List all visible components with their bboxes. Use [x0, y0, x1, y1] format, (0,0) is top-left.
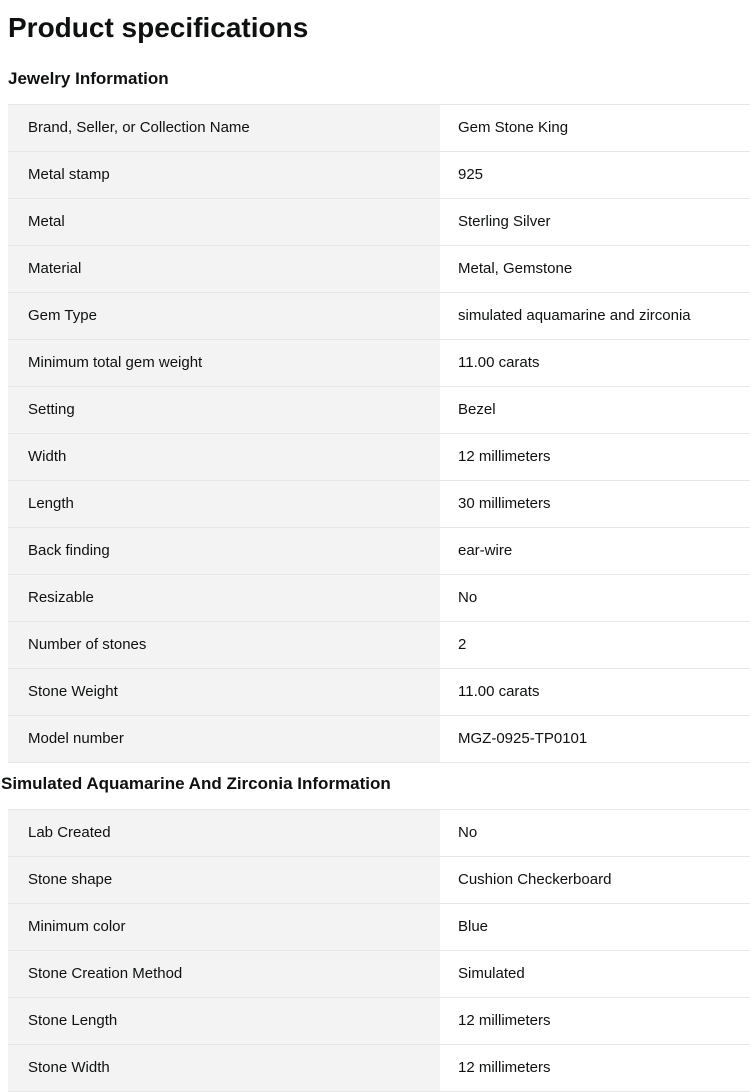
- spec-table: [8, 104, 750, 763]
- spec-value: 30 millimeters: [440, 481, 750, 528]
- spec-value: simulated aquamarine and zirconia: [440, 293, 750, 340]
- spec-table-row: [8, 152, 750, 199]
- spec-value: 11.00 carats: [440, 340, 750, 387]
- spec-label: Stone Weight: [8, 669, 440, 716]
- spec-label: Stone shape: [8, 857, 440, 904]
- spec-label: Material: [8, 246, 440, 293]
- spec-value: MGZ-0925-TP0101: [440, 716, 750, 763]
- spec-table-row: [8, 293, 750, 340]
- spec-table-row: [8, 622, 750, 669]
- spec-label: Back finding: [8, 528, 440, 575]
- page-title: Product specifications: [8, 12, 309, 43]
- spec-label: Width: [8, 434, 440, 481]
- spec-value: ear-wire: [440, 528, 750, 575]
- spec-sections: [0, 68, 750, 1092]
- spec-value: 2: [440, 622, 750, 669]
- spec-label: Gem Type: [8, 293, 440, 340]
- spec-label: Resizable: [8, 575, 440, 622]
- spec-label: Minimum color: [8, 904, 440, 951]
- spec-label: Model number: [8, 716, 440, 763]
- spec-value: Metal, Gemstone: [440, 246, 750, 293]
- spec-table-row: [8, 575, 750, 622]
- spec-label: Stone Creation Method: [8, 951, 440, 998]
- spec-table-row: [8, 904, 750, 951]
- spec-table: [8, 809, 750, 1092]
- spec-table-row: [8, 434, 750, 481]
- spec-label: Brand, Seller, or Collection Name: [8, 105, 440, 152]
- spec-value: Gem Stone King: [440, 105, 750, 152]
- spec-value: 11.00 carats: [440, 669, 750, 716]
- spec-value: 12 millimeters: [440, 434, 750, 481]
- spec-label: Metal: [8, 199, 440, 246]
- spec-table-row: [8, 857, 750, 904]
- spec-value: Sterling Silver: [440, 199, 750, 246]
- spec-label: Metal stamp: [8, 152, 440, 199]
- spec-value: Simulated: [440, 951, 750, 998]
- spec-label: Setting: [8, 387, 440, 434]
- spec-table-row: [8, 105, 750, 152]
- spec-table-row: [8, 1045, 750, 1092]
- spec-value: 925: [440, 152, 750, 199]
- section-heading: Simulated Aquamarine And Zirconia Information: [1, 774, 391, 793]
- spec-label: Length: [8, 481, 440, 528]
- spec-value: Cushion Checkerboard: [440, 857, 750, 904]
- spec-label: Lab Created: [8, 810, 440, 857]
- spec-label: Stone Length: [8, 998, 440, 1045]
- spec-section: [0, 773, 750, 1092]
- spec-table-row: [8, 951, 750, 998]
- spec-value: No: [440, 575, 750, 622]
- spec-table-row: [8, 340, 750, 387]
- spec-table-row: [8, 199, 750, 246]
- spec-table-row: [8, 481, 750, 528]
- spec-value: 12 millimeters: [440, 998, 750, 1045]
- spec-table-row: [8, 810, 750, 857]
- spec-value: 12 millimeters: [440, 1045, 750, 1092]
- spec-label: Minimum total gem weight: [8, 340, 440, 387]
- spec-table-row: [8, 387, 750, 434]
- spec-table-row: [8, 246, 750, 293]
- spec-value: Bezel: [440, 387, 750, 434]
- spec-table-row: [8, 998, 750, 1045]
- spec-section: [0, 68, 750, 763]
- spec-table-row: [8, 716, 750, 763]
- section-heading: Jewelry Information: [8, 69, 169, 88]
- spec-table-row: [8, 669, 750, 716]
- spec-label: Stone Width: [8, 1045, 440, 1092]
- spec-value: Blue: [440, 904, 750, 951]
- spec-value: No: [440, 810, 750, 857]
- spec-table-row: [8, 528, 750, 575]
- spec-label: Number of stones: [8, 622, 440, 669]
